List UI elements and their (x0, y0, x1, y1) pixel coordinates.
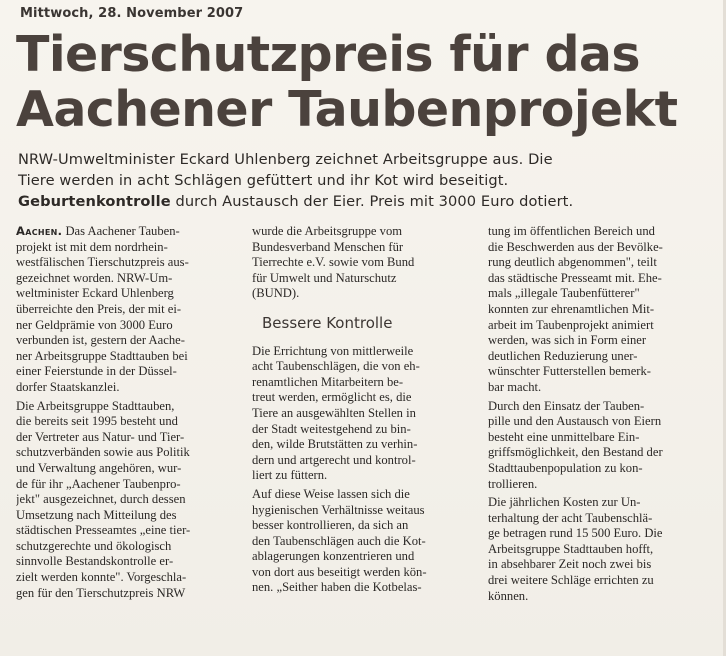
text-line: den, wilde Brutstätten zu verhin- (252, 437, 418, 452)
text-line: tung im öffentlichen Bereich und (488, 224, 655, 238)
dateline: Mittwoch, 28. November 2007 (20, 6, 244, 21)
text-line: Die Errichtung von mittlerweile (252, 343, 414, 358)
text-line: Tierrechte e.V. sowie vom Bund (252, 255, 415, 270)
text-line: (BUND). (252, 286, 300, 301)
text-line: drei weitere Schläge errichten zu (488, 573, 654, 588)
text-line: Umsetzung nach Mitteilung des (16, 507, 177, 522)
text-line: schutzverbänden sowie aus Politik (16, 445, 190, 460)
text-line: können. (488, 588, 529, 603)
text-line: griffsmöglichkeit, den Bestand der (488, 445, 663, 460)
text-line: dern und artgerecht und kontrol- (252, 452, 416, 467)
article-columns (16, 224, 712, 604)
text-line: wurde die Arbeitsgruppe vom (252, 224, 403, 238)
text-line: ner Arbeitsgruppe Stadttauben bei (16, 348, 188, 363)
text-line: rung deutlich abgenommen", teilt (488, 255, 657, 270)
text-line: ner Geldprämie von 3000 Euro (16, 317, 173, 332)
text-line: arbeit im Taubenprojekt animiert (488, 317, 654, 332)
text-line: acht Taubenschlägen, die von eh- (252, 359, 420, 374)
text-line: liert zu füttern. (252, 468, 328, 483)
text-line: Stadttaubenpopulation zu kon- (488, 460, 643, 475)
text-line: das städtische Presseamt mit. Ehe- (488, 270, 662, 285)
text-line: treut werden, ermöglicht es, die (252, 390, 412, 405)
text-line: von dort aus beseitigt werden kön- (252, 564, 427, 579)
text-line: projekt ist mit dem nordrhein- (16, 239, 168, 254)
text-line: städtischen Presseamtes „eine tier- (16, 523, 191, 538)
text-line: Die jährlichen Kosten zur Un- (488, 495, 641, 510)
text-line: Durch den Einsatz der Tauben- (488, 398, 645, 413)
column-3 (488, 224, 712, 604)
headline (16, 27, 712, 137)
paragraph (252, 344, 476, 484)
text-line (16, 224, 240, 240)
paragraph (16, 399, 240, 602)
text-line: zielt werden konnte". Vorgeschla- (16, 570, 187, 585)
text-line: mals „illegale Taubenfütterer" (488, 286, 640, 301)
text-line: die Beschwerden aus der Bevölke- (488, 239, 663, 254)
text-line: weltminister Eckard Uhlenberg (16, 286, 174, 301)
text-line: sinnvolle Bestandskontrolle er- (16, 554, 174, 569)
text-line: gezeichnet worden. NRW-Um- (16, 270, 173, 285)
text-fragment: Das Aachener Tauben- (65, 224, 180, 238)
column-1 (16, 224, 240, 604)
subhead (18, 149, 712, 212)
subhead-line-rest: durch Austausch der Eier. Preis mit 3000 Euro dotiert. (170, 193, 574, 210)
headline-line: Aachener Taubenprojekt (16, 81, 678, 138)
text-line: de für ihr „Aachener Taubenpro- (16, 476, 181, 491)
text-line: schutzgerechte und ökologisch (16, 538, 172, 553)
paragraph (488, 399, 712, 493)
text-line: jekt" ausgezeichnet, durch dessen (16, 492, 186, 507)
paragraph (488, 224, 712, 396)
text-line: besteht eine unmittelbare Ein- (488, 429, 640, 444)
text-line: deutlichen Reduzierung uner- (488, 348, 638, 363)
paragraph (252, 487, 476, 596)
text-line: Auf diese Weise lassen sich die (252, 486, 410, 501)
text-line: trollieren. (488, 476, 538, 491)
text-line: westfälischen Tierschutzpreis aus- (16, 255, 189, 270)
paragraph (16, 224, 240, 396)
text-line: dorfer Staatskanzlei. (16, 379, 120, 394)
text-line: der Vertreter aus Natur- und Tier- (16, 429, 185, 444)
section-subtitle: Bessere Kontrolle (262, 313, 393, 332)
text-line: ge betragen rund 15 500 Euro. Die (488, 526, 663, 541)
text-line: den Taubenschlägen auch die Kot- (252, 533, 426, 548)
text-line: der Stadt weitestgehend zu bin- (252, 421, 411, 436)
text-line: und Verwaltung angehören, wur- (16, 460, 182, 475)
text-line: in absehbarer Zeit noch zwei bis (488, 557, 652, 572)
text-line: renamtlichen Mitarbeitern be- (252, 374, 404, 389)
text-line: verbunden ist, gestern der Aache- (16, 333, 185, 348)
headline-line: Tierschutzpreis für das (16, 26, 640, 83)
text-line: besser kontrollieren, da sich an (252, 518, 409, 533)
text-line: die bereits seit 1995 besteht und (16, 414, 178, 429)
text-line: werden, was sich in Form einer (488, 333, 647, 348)
text-line: hygienischen Verhältnisse weitaus (252, 502, 425, 517)
paragraph (488, 495, 712, 604)
text-line: konnten zur ehrenamtlichen Mit- (488, 301, 655, 316)
text-line: gen für den Tierschutzpreis NRW (16, 585, 186, 600)
text-line: Bundesverband Menschen für (252, 239, 404, 254)
text-line: einer Feierstunde in der Düssel- (16, 364, 177, 379)
subhead-line (18, 191, 712, 212)
text-line: bar macht. (488, 379, 542, 394)
text-line: Arbeitsgruppe Stadttauben hofft, (488, 541, 654, 556)
text-line: nen. „Seither haben die Kotbelas- (252, 580, 422, 595)
text-line: wünschter Futterstellen bemerk- (488, 364, 651, 379)
text-line: Tiere an ausgewählten Stellen in (252, 405, 416, 420)
subhead-bold-term: Geburtenkontrolle (18, 193, 171, 210)
paragraph (252, 224, 476, 302)
text-line: terhaltung der acht Taubenschlä- (488, 510, 653, 525)
text-line: für Umwelt und Naturschutz (252, 270, 397, 285)
ortsmarke: Aachen. (16, 224, 63, 238)
text-line: Die Arbeitsgruppe Stadttauben, (16, 398, 175, 413)
subhead-line: NRW-Umweltminister Eckard Uhlenberg zeichnet Arbeitsgruppe aus. Die (18, 151, 553, 168)
subhead-line: Tiere werden in acht Schlägen gefüttert und ihr Kot wird beseitigt. (18, 172, 509, 189)
text-line: überreichte den Preis, der mit ei- (16, 301, 182, 316)
column-2 (252, 224, 476, 604)
text-line: ablagerungen konzentrieren und (252, 549, 415, 564)
text-line: pille und den Austausch von Eiern (488, 414, 662, 429)
